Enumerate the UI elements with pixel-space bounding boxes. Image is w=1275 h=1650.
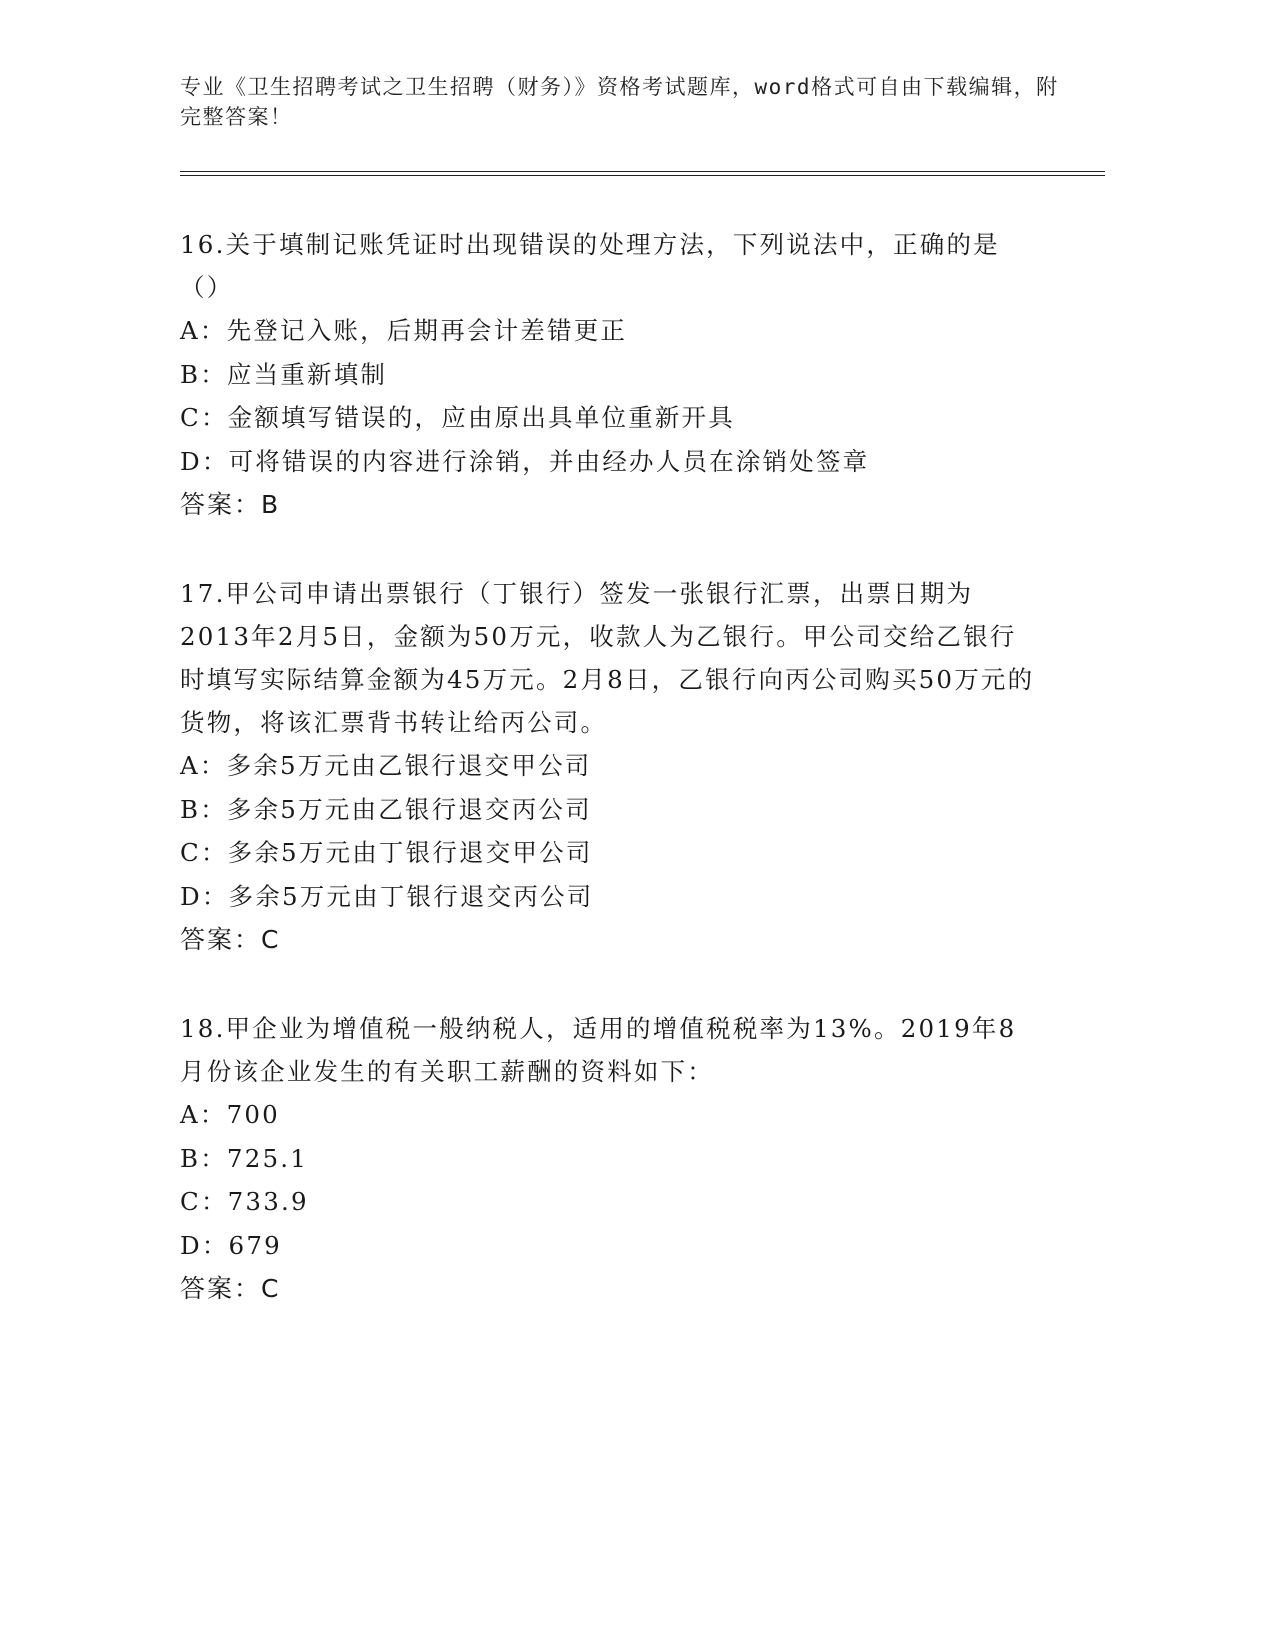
option-d: D：多余5万元由丁银行退交丙公司 xyxy=(180,881,594,911)
option-c: C：金额填写错误的，应由原出具单位重新开具 xyxy=(180,403,735,432)
question-17 xyxy=(180,572,1040,962)
option-a: A：多余5万元由乙银行退交甲公司 xyxy=(180,751,592,780)
answer: 答案：B xyxy=(180,490,281,519)
option-d: D：679 xyxy=(180,1230,282,1260)
question-16 xyxy=(180,223,1040,527)
option-d: D：可将错误的内容进行涂销，并由经办人员在涂销处签章 xyxy=(180,446,870,476)
option-b: B：多余5万元由乙银行退交丙公司 xyxy=(180,794,592,824)
option-b: B：725.1 xyxy=(180,1143,309,1173)
question-stem: 16.关于填制记账凭证时出现错误的处理方法，下列说法中，正确的是（） xyxy=(180,230,1000,302)
header-divider-top xyxy=(180,171,1105,172)
question-18 xyxy=(180,1007,1040,1311)
option-a: A：先登记入账，后期再会计差错更正 xyxy=(180,316,628,345)
answer: 答案：C xyxy=(180,1274,281,1303)
option-c: C：多余5万元由丁银行退交甲公司 xyxy=(180,838,593,867)
document-header: 专业《卫生招聘考试之卫生招聘（财务）》资格考试题库，word格式可自由下载编辑，附完整答案！ xyxy=(180,75,1059,129)
option-b: B：应当重新填制 xyxy=(180,359,388,389)
question-stem: 18.甲企业为增值税一般纳税人，适用的增值税税率为13%。2019年8月份该企业发生的有关职工薪酬的资料如下： xyxy=(180,1014,1017,1086)
option-a: A：700 xyxy=(180,1100,280,1129)
header-divider-bottom xyxy=(180,175,1105,176)
answer: 答案：C xyxy=(180,925,281,954)
question-stem: 17.甲公司申请出票银行（丁银行）签发一张银行汇票，出票日期为2013年2月5日，金额为50万元，收款人为乙银行。甲公司交给乙银行时填写实际结算金额为45万元。2月8日，乙银行向丙公司购买50万元的货物，将该汇票背书转让给丙公司。 xyxy=(180,579,1035,737)
option-c: C：733.9 xyxy=(180,1187,309,1216)
